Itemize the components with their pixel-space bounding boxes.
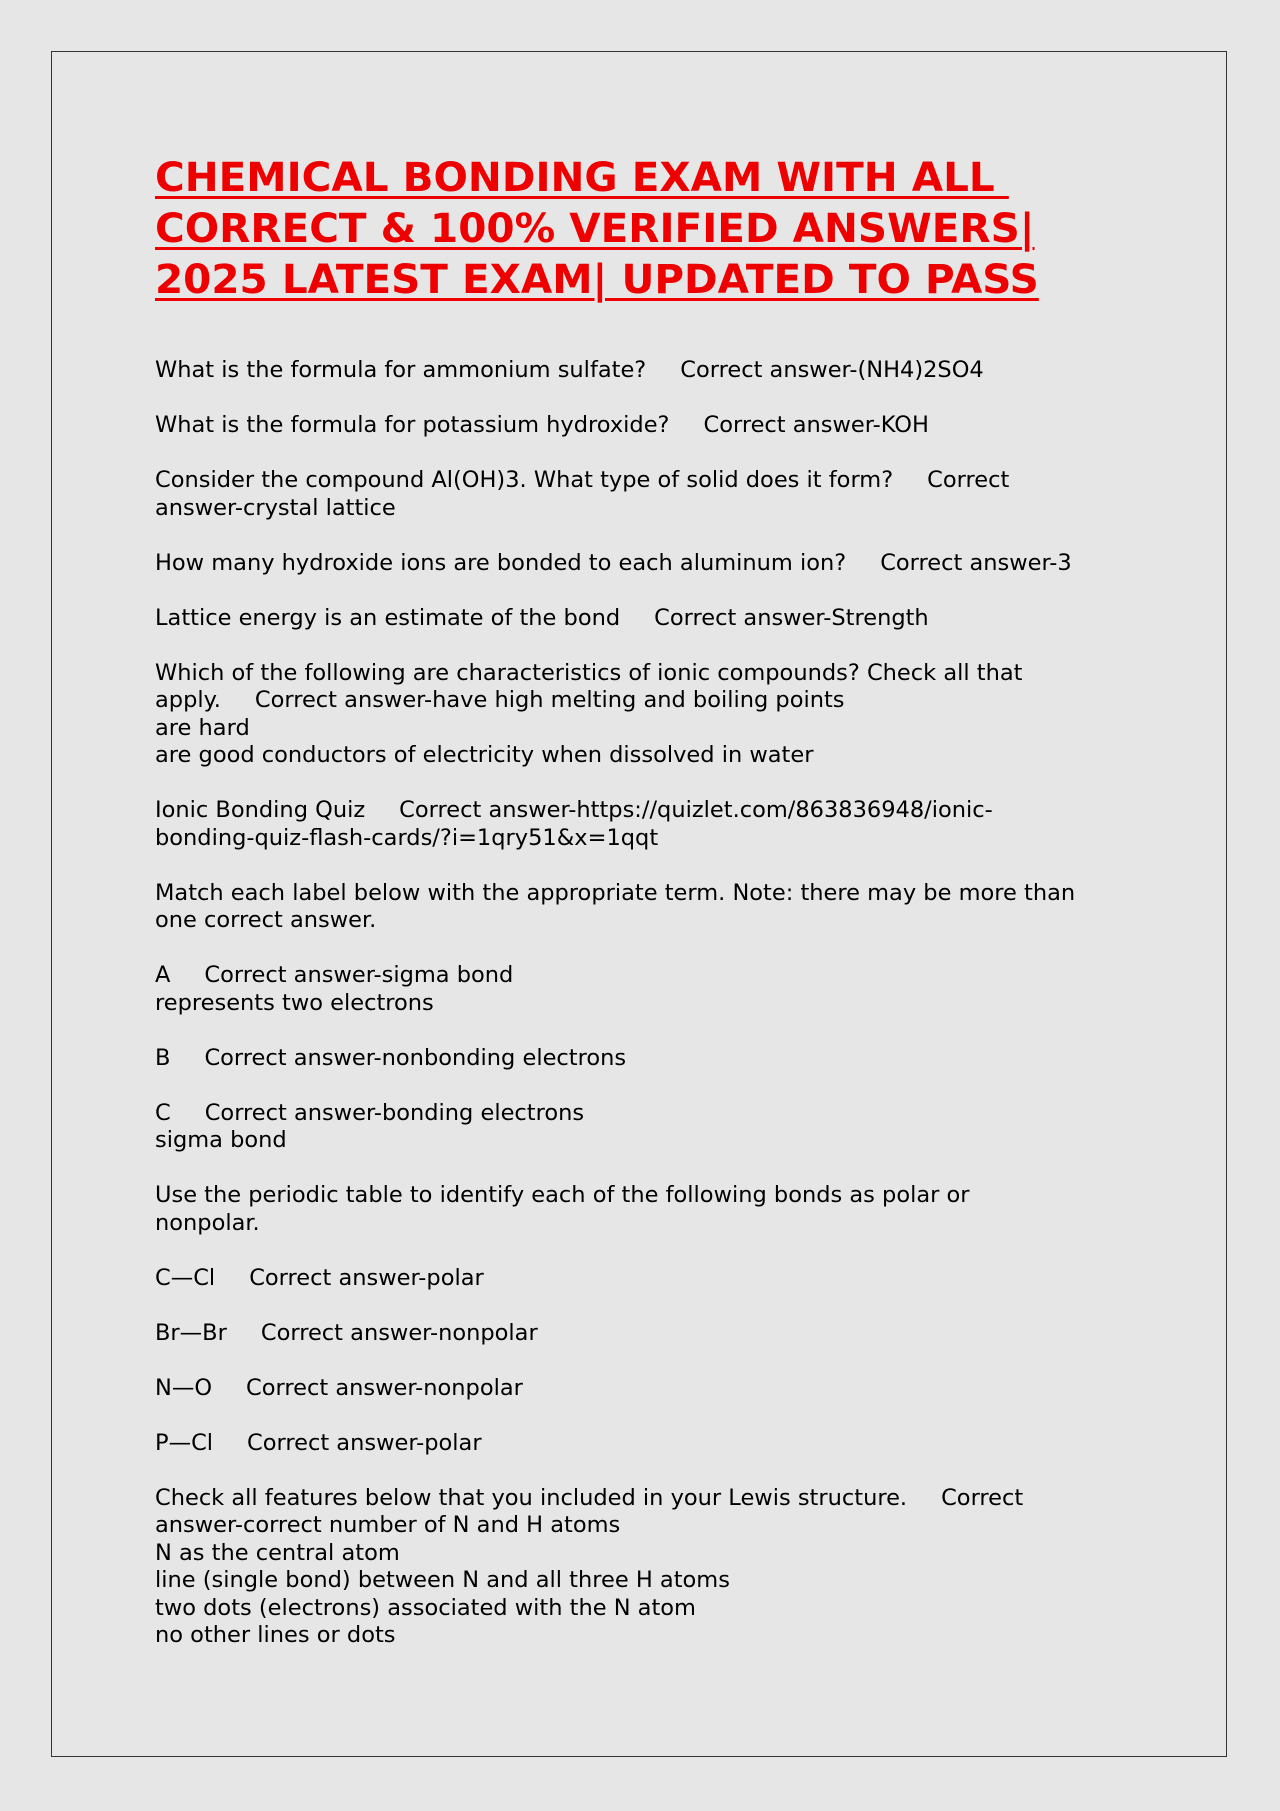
qa-item [155,1485,1145,1650]
qa-item [155,357,1145,385]
qa-item [155,660,1145,770]
answer-text: answer-correct number of N and H atoms [155,1512,621,1538]
question-text: How many hydroxide ions are bonded to each aluminum ion? [155,549,847,576]
question-text: C—Cl [155,1264,216,1291]
question-text: nonpolar. [155,1209,260,1236]
qa-item [155,1265,1145,1293]
question-text: Which of the following are characteristics of ionic compounds? Check all that [155,659,1023,686]
answer-text: sigma bond [155,1127,287,1153]
question-text: C [155,1099,171,1126]
question-text: P—Cl [155,1429,214,1456]
qa-item [155,1320,1145,1348]
qa-item [155,962,1145,1017]
qa-item [155,797,1145,852]
answer-text: Correct [941,1484,1024,1511]
qa-item [155,880,1145,935]
answer-text: Correct answer-Strength [654,604,929,631]
question-text: N—O [155,1374,213,1401]
question-text: Lattice energy is an estimate of the bond [155,604,621,631]
answer-text: Correct answer-KOH [703,412,929,438]
answer-text: Correct answer-https://quizlet.com/863836948/ionic- [399,797,993,823]
answer-text: Correct answer-(NH4)2SO4 [680,357,984,383]
answer-text: are hard [155,714,250,741]
qa-item [155,1100,1145,1155]
qa-item [155,550,1145,578]
question-text: What is the formula for ammonium sulfate? [155,357,647,383]
answer-text: line (single bond) between N and all three H atoms [155,1567,730,1593]
question-text: B [155,1044,171,1071]
question-text: Use the periodic table to identify each of the following bonds as polar or [155,1182,970,1208]
title-line: 2025 LATEST EXAM| UPDATED TO PASS [155,255,1039,303]
answer-text: bonding-quiz-flash-cards/?i=1qry51&x=1qqt [155,824,659,851]
answer-text: Correct [927,467,1010,493]
title-line: CORRECT & 100% VERIFIED ANSWERS| [155,204,1035,252]
answer-text: Correct answer-nonbonding electrons [204,1044,627,1071]
question-text: Match each label below with the appropriate term. Note: there may be more than [155,879,1076,906]
qa-item [155,1375,1145,1403]
question-text: Br—Br [155,1319,227,1346]
qa-item [155,1182,1145,1237]
answer-text: Correct answer-polar [249,1264,484,1291]
answer-text: are good conductors of electricity when dissolved in water [155,742,814,768]
answer-text: no other lines or dots [155,1622,396,1648]
qa-list [155,357,1145,1650]
document-content [155,152,1145,1677]
question-text: Consider the compound Al(OH)3. What type of solid does it form? [155,467,894,493]
answer-text: Correct answer-sigma bond [204,962,514,988]
answer-text: Correct answer-nonpolar [246,1374,523,1401]
answer-text: Correct answer-have high melting and boiling points [254,687,845,713]
qa-item [155,467,1145,522]
question-text: A [155,962,171,988]
answer-text: Correct answer-bonding electrons [204,1099,585,1126]
answer-text: Correct answer-nonpolar [260,1319,538,1346]
document-title [155,152,1145,305]
qa-item [155,412,1145,440]
qa-item [155,605,1145,633]
title-line: CHEMICAL BONDING EXAM WITH ALL [155,153,1009,201]
answer-text: Correct answer-3 [880,549,1072,576]
question-text: Ionic Bonding Quiz [155,797,366,823]
answer-text: two dots (electrons) associated with the N atom [155,1594,696,1621]
question-text: What is the formula for potassium hydroxide? [155,412,670,438]
question-text: Check all features below that you included in your Lewis structure. [155,1484,908,1511]
answer-text: represents two electrons [155,989,434,1016]
qa-item [155,1045,1145,1073]
question-text: apply. [155,687,221,713]
answer-text: Correct answer-polar [247,1429,482,1456]
answer-text: N as the central atom [155,1539,400,1566]
question-text: one correct answer. [155,907,377,933]
qa-item [155,1430,1145,1458]
answer-text: answer-crystal lattice [155,494,396,521]
